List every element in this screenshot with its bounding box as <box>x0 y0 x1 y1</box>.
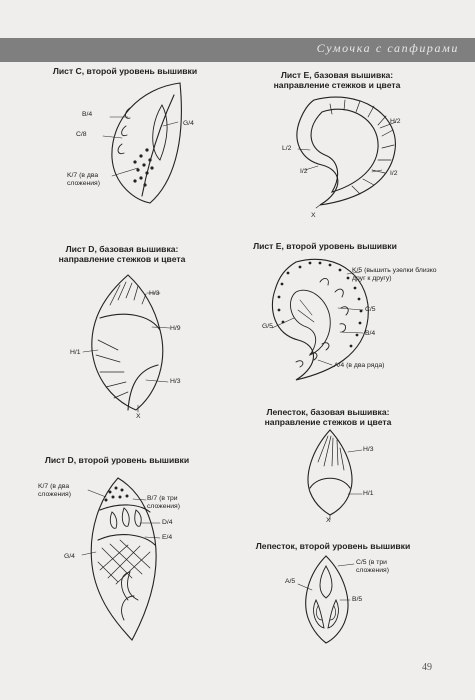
running-header: Сумочка с сапфирами <box>316 41 459 55</box>
label-leaf-e2-c5: C/5 <box>365 306 376 313</box>
label-petal-x: X <box>326 517 331 524</box>
label-leaf-e2-b4: B/4 <box>365 330 376 337</box>
label-petal-h1: H/1 <box>363 490 374 497</box>
leaf-d-level2-drawing <box>82 478 160 640</box>
label-leaf-c-k7: K/7 (в два сложения) <box>67 172 100 187</box>
label-leaf-e-x: X <box>311 212 316 219</box>
leaf-c-knots <box>133 148 153 186</box>
leaf-c-level2-drawing <box>103 83 181 203</box>
label-leaf-e-h2: H/2 <box>390 118 401 125</box>
label-leaf-c-g4: G/4 <box>183 120 194 127</box>
label-leaf-d2-g4: G/4 <box>64 553 75 560</box>
label-leaf-d-h9: H/9 <box>170 325 181 332</box>
label-leaf-d2-d4: D/4 <box>162 519 173 526</box>
label-leaf-e-i2a: I/2 <box>300 168 308 175</box>
leaf-e-level2-drawing <box>272 259 368 380</box>
label-leaf-e-l2: L/2 <box>282 145 292 152</box>
label-leaf-e2-k5: K/5 (вышить узелки близко друг к другу) <box>352 267 437 282</box>
label-leaf-d2-b7: B/7 (в три сложения) <box>147 495 180 510</box>
label-leaf-d-h3a: H/3 <box>149 290 160 297</box>
label-leaf-d2-e4: E/4 <box>162 534 173 541</box>
title-leaf-d-level2: Лист D, второй уровень вышивки <box>44 455 190 465</box>
label-petal2-a5: A/5 <box>285 578 296 585</box>
label-leaf-d-h3b: H/3 <box>170 378 181 385</box>
label-leaf-e2-g5: G/5 <box>262 323 273 330</box>
label-petal-h3: H/3 <box>363 446 374 453</box>
label-leaf-e2-a4: A/4 (в два ряда) <box>334 362 385 369</box>
title-leaf-d-base: Лист D, базовая вышивка: направление стежков и цвета <box>58 244 186 264</box>
label-leaf-d-h1: H/1 <box>70 349 81 356</box>
label-leaf-d2-k7: K/7 (в два сложения) <box>38 483 71 498</box>
label-petal2-b5: B/5 <box>352 596 363 603</box>
title-leaf-c-level2: Лист С, второй уровень вышивки <box>52 66 198 76</box>
petal-level2-drawing <box>298 556 354 643</box>
leaf-d2-knots <box>105 487 129 502</box>
title-leaf-e-level2: Лист Е, второй уровень вышивки <box>253 241 397 251</box>
label-petal2-c5: C/5 (в три сложения) <box>356 559 389 574</box>
leaf-d-base-drawing <box>83 275 170 412</box>
label-leaf-c-c8: C/8 <box>76 131 87 138</box>
title-petal-base: Лепесток, базовая вышивка: направление стежков и цвета <box>264 407 392 427</box>
petal-base-drawing <box>308 430 362 520</box>
label-leaf-e-i2b: I/2 <box>390 170 398 177</box>
label-leaf-c-b4: B/4 <box>82 111 93 118</box>
page-number: 49 <box>422 662 432 673</box>
title-petal-level2: Лепесток, второй уровень вышивки <box>255 541 411 551</box>
label-leaf-d-x: X <box>136 413 141 420</box>
title-leaf-e-base: Лист Е, базовая вышивка: направление стежков и цвета <box>273 70 401 90</box>
leaf-e-base-drawing <box>297 97 396 208</box>
